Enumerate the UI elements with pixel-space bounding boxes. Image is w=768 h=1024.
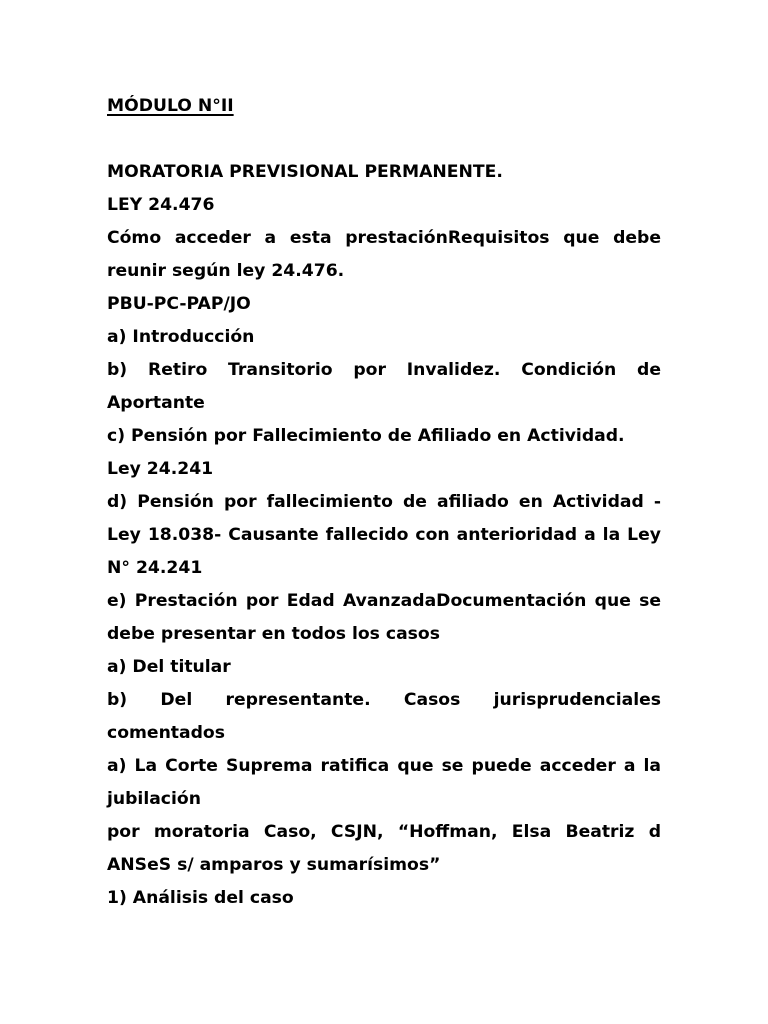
text-line: b) Del representante. Casos jurisprudenciales comentados (107, 690, 661, 743)
text-line: Ley 24.241 (107, 459, 214, 479)
text-line: Cómo acceder a esta prestaciónRequisitos que debe reunir según ley 24.476. (107, 228, 661, 281)
text-line: c) Pensión por Fallecimiento de Afiliado en Actividad. (107, 426, 625, 446)
text-line: por moratoria Caso, CSJN, “Hoffman, Elsa Beatriz d ANSeS s/ amparos y sumarísimos” (107, 822, 661, 875)
text-line: a) Introducción (107, 327, 255, 347)
text-line: LEY 24.476 (107, 195, 215, 215)
text-line: a) La Corte Suprema ratifica que se puede acceder a la jubilación (107, 756, 661, 809)
text-line: 1) Análisis del caso (107, 888, 294, 908)
text-line: a) Del titular (107, 657, 231, 677)
text-line: d) Pensión por fallecimiento de afiliado en Actividad -Ley 18.038- Causante fallecido con anterioridad a la Ley N° 24.241 (107, 492, 661, 578)
document-page (107, 90, 661, 915)
blank-line (107, 123, 661, 156)
text-line: PBU-PC-PAP/JO (107, 294, 251, 314)
text-line: b) Retiro Transitorio por Invalidez. Condición de Aportante (107, 360, 661, 413)
text-line: MORATORIA PREVISIONAL PERMANENTE. (107, 162, 503, 182)
module-title: MÓDULO N°II (107, 96, 234, 116)
text-line: e) Prestación por Edad AvanzadaDocumentación que se debe presentar en todos los casos (107, 591, 661, 644)
